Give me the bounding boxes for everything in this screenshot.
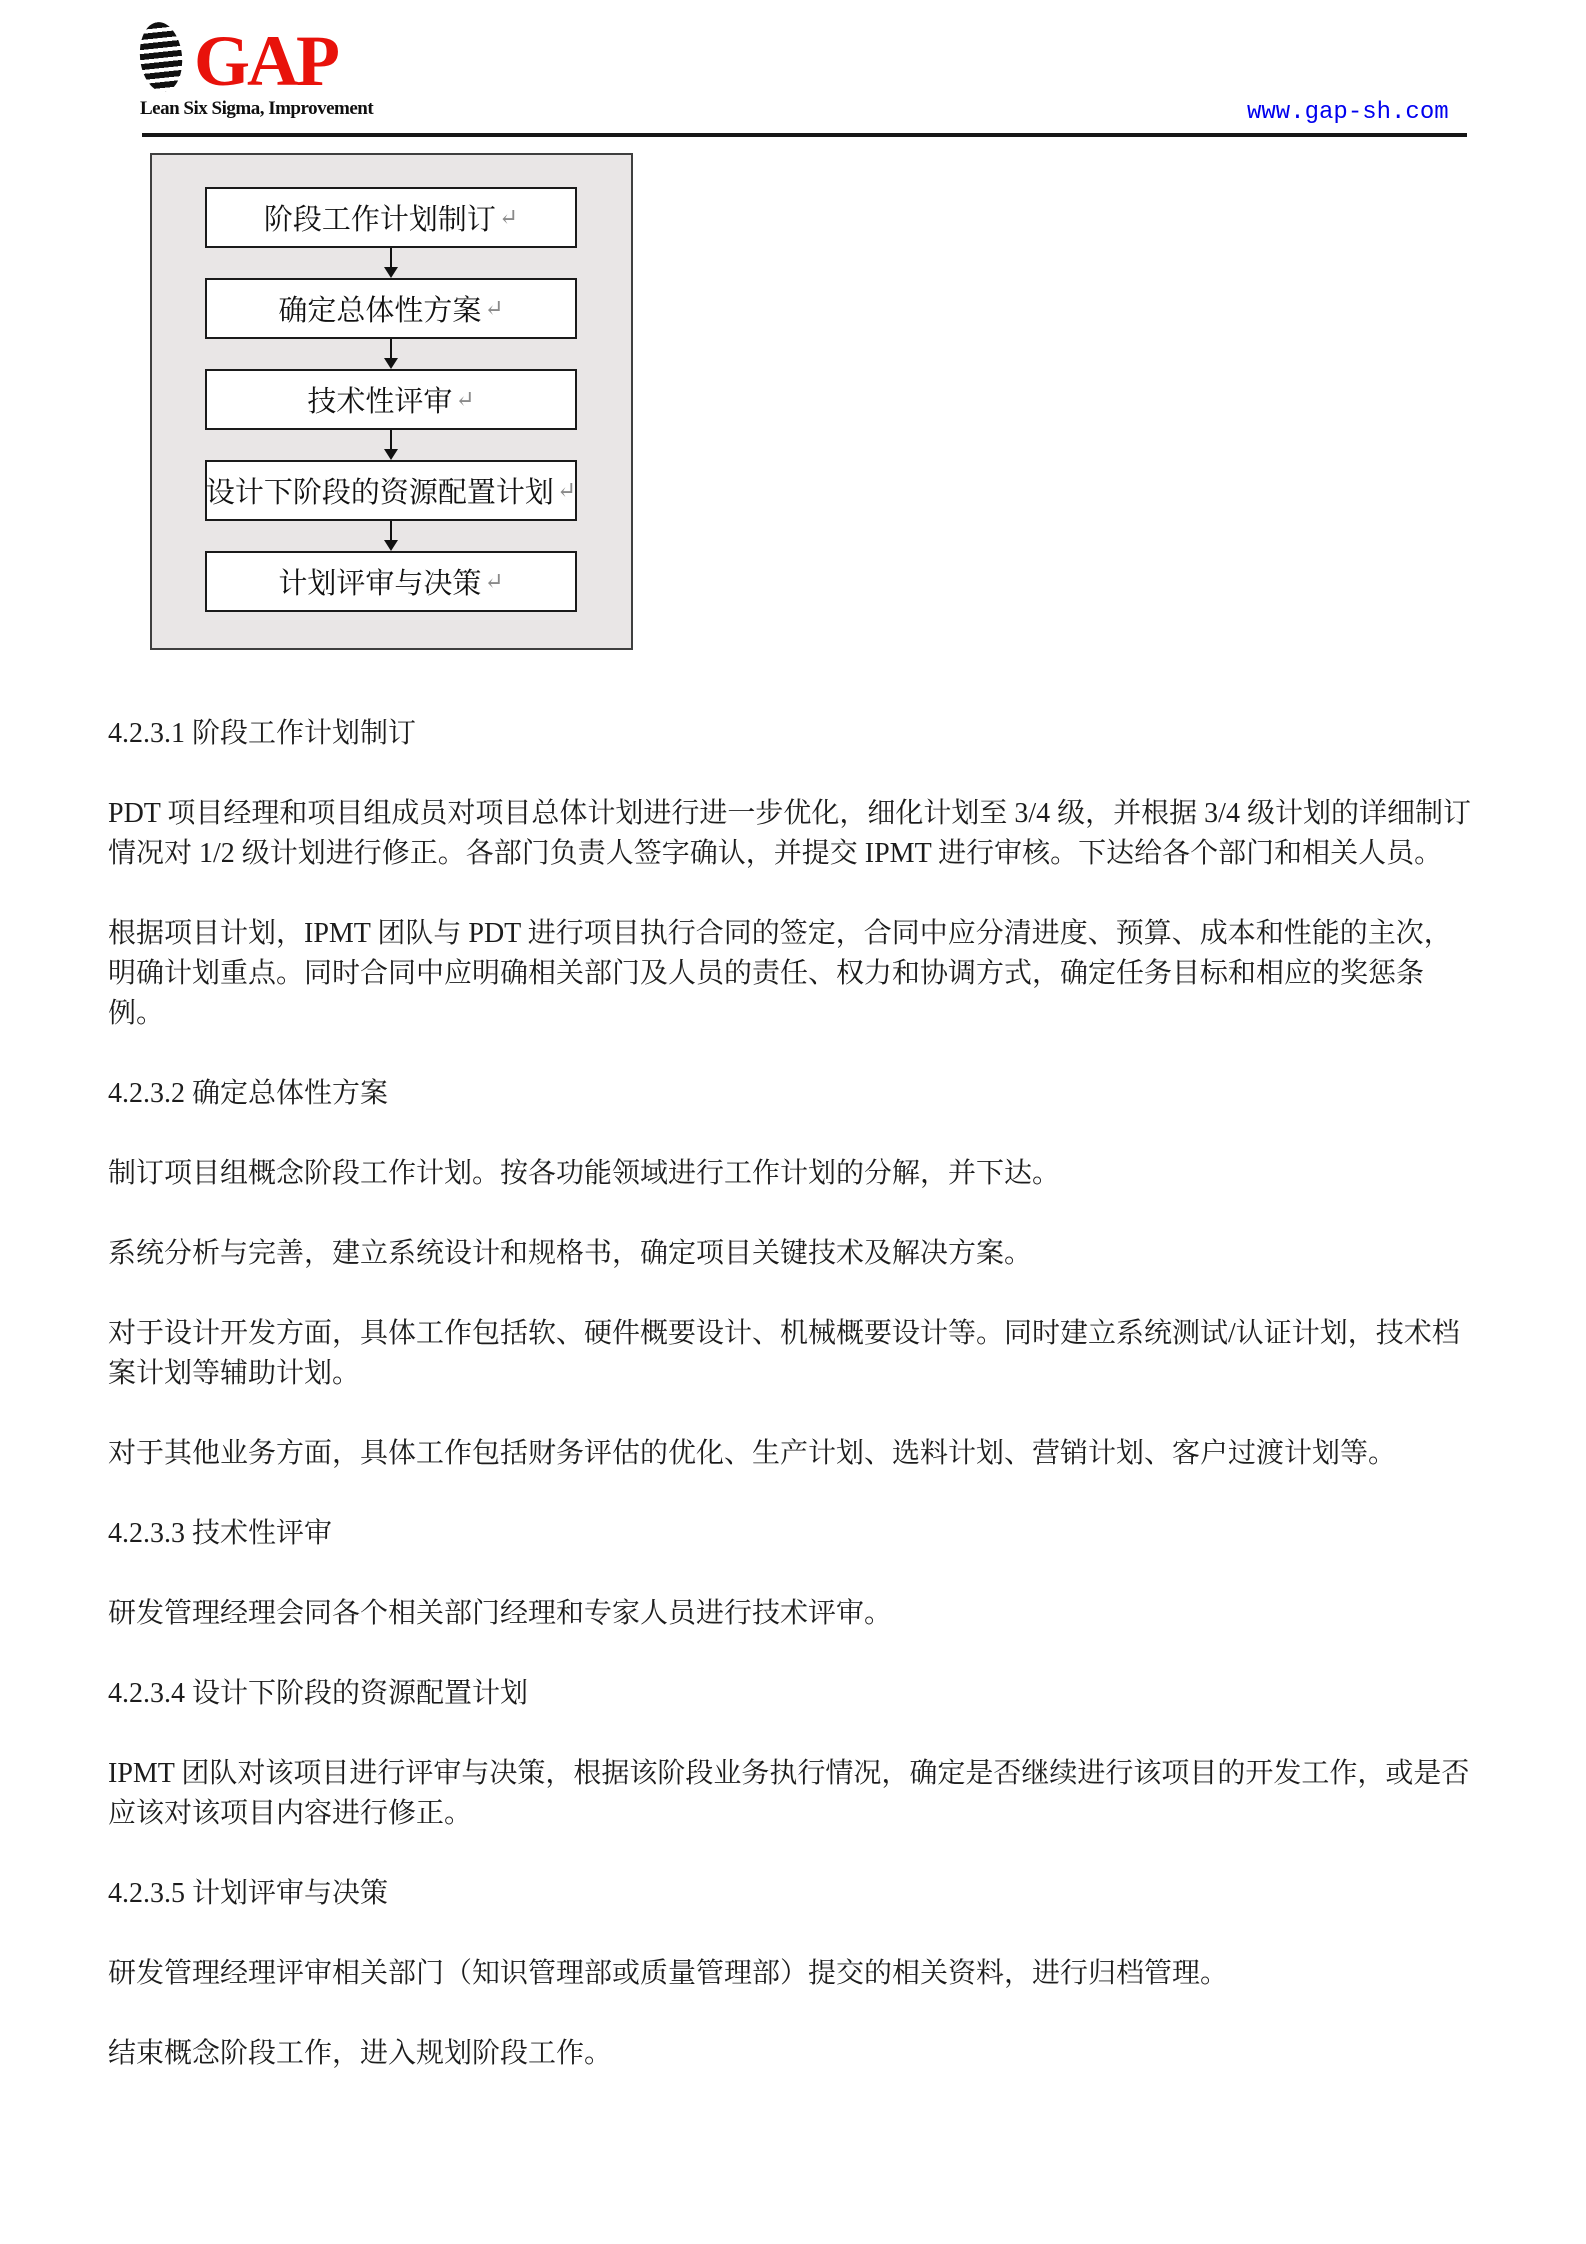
section-heading: 4.2.3.4 设计下阶段的资源配置计划 bbox=[108, 1678, 529, 1709]
header-divider bbox=[142, 133, 1467, 137]
paragraph: IPMT 团队对该项目进行评审与决策，根据该阶段业务执行情况，确定是否继续进行该项目的开发工作，或是否应该对该项目内容进行修正。 bbox=[108, 1758, 1470, 1829]
return-mark-icon: ↵ bbox=[484, 296, 504, 321]
paragraph: 研发管理经理会同各个相关部门经理和专家人员进行技术评审。 bbox=[108, 1598, 893, 1629]
flowchart-step bbox=[205, 278, 577, 339]
flowchart-step-label: 设计下阶段的资源配置计划 bbox=[205, 477, 554, 509]
paragraph: 对于设计开发方面，具体工作包括软、硬件概要设计、机械概要设计等。同时建立系统测试/认证计划，技术档案计划等辅助计划。 bbox=[108, 1318, 1460, 1389]
flowchart-step-label: 确定总体性方案 bbox=[278, 295, 482, 327]
down-arrow-icon bbox=[383, 339, 399, 369]
gap-logo bbox=[140, 22, 373, 120]
down-arrow-icon bbox=[383, 248, 399, 278]
section-heading: 4.2.3.3 技术性评审 bbox=[108, 1518, 333, 1549]
section-heading: 4.2.3.1 阶段工作计划制订 bbox=[108, 718, 417, 749]
flowchart-step bbox=[205, 460, 577, 521]
return-mark-icon: ↵ bbox=[556, 478, 577, 503]
website-link[interactable]: www.gap-sh.com bbox=[1247, 99, 1449, 126]
flowchart bbox=[150, 153, 633, 650]
document-body bbox=[108, 714, 1478, 2114]
return-mark-icon: ↵ bbox=[484, 569, 504, 594]
paragraph: 对于其他业务方面，具体工作包括财务评估的优化、生产计划、选料计划、营销计划、客户过渡计划等。 bbox=[108, 1438, 1397, 1469]
flowchart-step-label: 技术性评审 bbox=[307, 386, 453, 418]
return-mark-icon: ↵ bbox=[498, 205, 519, 230]
flowchart-step bbox=[205, 551, 577, 612]
paragraph: 根据项目计划，IPMT 团队与 PDT 进行项目执行合同的签定，合同中应分清进度、预算、成本和性能的主次，明确计划重点。同时合同中应明确相关部门及人员的责任、权力和协调方式，确定任务目标和相应的奖惩条例。 bbox=[108, 918, 1452, 1029]
flowchart-step bbox=[205, 369, 577, 430]
paragraph: PDT 项目经理和项目组成员对项目总体计划进行进一步优化，细化计划至 3/4 级，并根据 3/4 级计划的详细制订情况对 1/2 级计划进行修正。各部门负责人签字确认，并提交 IPMT 进行审核。下达给各个部门和相关人员。 bbox=[108, 798, 1471, 869]
logo-text: GAP bbox=[194, 21, 337, 101]
flowchart-step-label: 阶段工作计划制订 bbox=[263, 204, 496, 236]
down-arrow-icon bbox=[383, 430, 399, 460]
section-heading: 4.2.3.5 计划评审与决策 bbox=[108, 1878, 389, 1909]
paragraph: 系统分析与完善，建立系统设计和规格书，确定项目关键技术及解决方案。 bbox=[108, 1238, 1033, 1269]
section-heading: 4.2.3.2 确定总体性方案 bbox=[108, 1078, 389, 1109]
logo-tagline: Lean Six Sigma, Improvement bbox=[140, 98, 374, 119]
paragraph: 制订项目组概念阶段工作计划。按各功能领域进行工作计划的分解，并下达。 bbox=[108, 1158, 1061, 1189]
return-mark-icon: ↵ bbox=[455, 387, 475, 412]
globe-icon bbox=[136, 20, 185, 94]
flowchart-step-label: 计划评审与决策 bbox=[278, 568, 482, 600]
paragraph: 结束概念阶段工作，进入规划阶段工作。 bbox=[108, 2038, 613, 2069]
logo-row bbox=[140, 21, 373, 101]
down-arrow-icon bbox=[383, 521, 399, 551]
paragraph: 研发管理经理评审相关部门（知识管理部或质量管理部）提交的相关资料，进行归档管理。 bbox=[108, 1958, 1229, 1989]
flowchart-step bbox=[205, 187, 577, 248]
